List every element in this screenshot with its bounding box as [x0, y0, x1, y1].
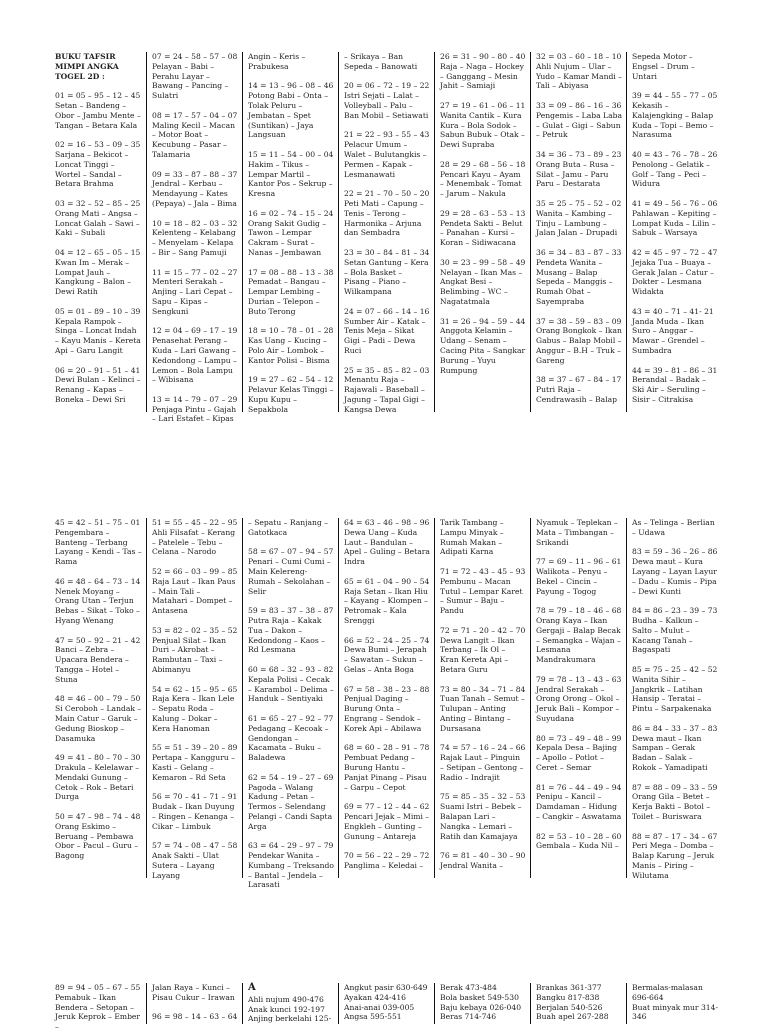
dream-entry: Tarik Tambang – Lampu Minyak – Rumah Makan – Adipati Karna	[440, 518, 504, 557]
dream-entry: 74 = 57 – 16 – 24 – 66 Rajak Laut – Pinguin – Setipan – Gentong – Radio – Indrajit	[440, 743, 526, 782]
dream-entry: 88 = 87 – 17 – 34 – 67 Peri Mega – Domba – Balap Karung – Jeruk Manis – Piring – Wilutama	[632, 831, 718, 880]
dream-entry: 22 = 21 – 70 – 50 – 20 Peti Mati – Capung – Tenis – Terong – Harmonika – Arjuna dan Sembadra	[344, 189, 430, 238]
dream-entry: 72 = 71 – 20 – 42 – 70 Dewa Langit – Ikan Terbang – Ik Ol – Kran Kereta Api – Betara Guru	[440, 625, 526, 674]
dream-entry: 03 = 32 – 52 – 85 – 25 Orang Mati – Angsa – Loncat Galah – Sawi – Kaki – Subali	[55, 198, 141, 238]
dream-entry: 01 = 05 – 95 – 12 – 45 Setan – Bandeng – Obor – Jambu Mente – Tangan – Betara Kala	[55, 91, 141, 130]
dream-entry: 64 = 63 – 46 – 98 – 96 Dewa Uang – Kuda Laut – Bandulan – Apel – Guling – Betara Indra	[344, 518, 430, 567]
dream-entry: 79 = 78 – 13 – 43 – 63 Jendral Serakah – Orong Orong – Okol – Jeruk Bali – Kompor – Suyudana	[536, 674, 622, 723]
dream-entry: 58 = 67 – 07 – 94 – 57 Penari – Cumi Cumi – Main Kelereng- Rumah – Sekolahan – Selir	[248, 547, 334, 596]
dream-entry: 46 = 48 – 64 – 73 – 14 Nenek Moyang – Orang Utan – Terjun Bebas – Sikat – Toko – Hyang Wenang	[55, 576, 141, 625]
dream-entry: 27 = 19 – 61 – 06 – 11 Wanita Cantik – Kura Kura – Bola Sodok – Sabun Bubuk – Otak – Dewi Supraba	[440, 100, 526, 150]
dream-entry: 66 = 52 – 24 – 25 – 74 Dewa Bumi – Jerapah – Sawatan – Sukun – Gelas – Anta Boga	[344, 635, 430, 674]
dream-entry: Jalan Raya – Kunci – Pisau Cukur – Irawan	[152, 983, 235, 1002]
dream-entry: 12 = 04 – 69 – 17 – 19 Penasehat Perang – Kuda – Lari Gawang – Kedondong – Lampu – Lemon – Bola Lampu – Wibisana	[152, 326, 238, 385]
dream-entry: 63 = 64 – 29 – 97 – 79 Pendekar Wanita – Kumbang – Treksando – Bantal – Jendela – Larasati	[248, 841, 334, 890]
dream-entry: 49 = 41 – 80 – 70 – 30 Drakula – Kelelawar – Mendaki Gunung – Cetok – Rok – Betari Durga	[55, 753, 141, 802]
dream-entry: 56 = 70 – 41 – 71 – 91 Budak – Ikan Duyung – Ringen – Kenanga – Cikar – Limbuk	[152, 792, 238, 831]
dream-entry: 77 = 69 – 11 – 96 – 61 Walikota – Penyu – Bekel – Cincin – Payung – Togog	[536, 557, 622, 596]
dream-entry: – Srikaya – Ban Sepeda – Banowati	[344, 52, 418, 71]
dream-entry: 35 = 25 – 75 – 52 – 02 Wanita – Kambing – Tinju – Lambung – Jalan Jalan – Drupadi	[536, 198, 622, 238]
text-column	[242, 983, 338, 1024]
page-row-2	[50, 518, 723, 890]
dream-entry: 50 = 47 – 98 – 74 – 48 Orang Eskimo – Beruang – Pembawa Obor – Pacul – Guru – Bagong	[55, 811, 141, 861]
page-row-1	[50, 52, 723, 424]
dream-entry: 69 = 77 – 12 – 44 – 62 Pencari Jejak – Mimi – Engkleh – Gunting – Gunung – Antareja	[344, 802, 430, 841]
dream-entry: 87 = 88 – 09 – 33 – 59 Orang Gila – Betet – Kerja Bakti – Botol – Toilet – Buriswara	[632, 782, 718, 821]
text-column	[626, 52, 722, 412]
dream-entry: 76 = 81 – 40 – 30 – 90 Jendral Wanita –	[440, 851, 526, 870]
dream-entry: 48 = 46 – 00 – 79 – 50 Si Ceroboh – Landak – Main Catur – Garuk – Gedung Bioskop – Dasamuka	[55, 694, 142, 743]
dream-entry: 10 = 18 – 82 – 03 – 32 Kelenteng – Kelabang – Menyelam – Kelapa – Bir – Sang Pamuji	[152, 218, 238, 257]
dream-entry: 02 = 16 – 53 – 09 – 35 Sarjana – Bekicot – Loncat Tinggi – Wortel – Sandal – Betara Brahma	[55, 140, 141, 189]
dream-entry: 68 = 60 – 28 – 91 – 78 Pembuat Pedang – Burung Hantu – Panjat Pinang – Pisau – Garpu – Cepot	[344, 743, 430, 792]
text-column	[530, 983, 626, 1024]
text-column	[530, 518, 626, 878]
dream-entry: 17 = 08 – 88 – 13 – 38 Pemadat – Bangau – Lempar Lembing – Durian – Telepon – Buto Terong	[248, 267, 334, 316]
dream-entry: 44 = 39 – 81 – 86 – 31 Berandal – Badak – Ski Air – Seruling – Sisir – Citrakisa	[632, 365, 718, 404]
dream-entry: Nyamuk – Teplekan – Mata – Timbangan – Srikandi	[536, 518, 618, 547]
dream-entry: 73 = 80 – 34 – 71 – 84 Tuan Tanah – Semut – Tulupan – Anting Anting – Bintang – Dursasana	[440, 684, 526, 733]
text-column	[50, 518, 146, 878]
dream-entry: 82 = 53 – 10 – 28 – 60 Gembala – Kuda Nil –	[536, 831, 622, 851]
dream-entry: Bermalas-malasan 696-664 Buat minyak mur 314-346	[632, 983, 719, 1022]
dream-entry: 80 = 73 – 49 – 48 – 99 Kepala Desa – Bajing – Apollo – Potlot – Ceret – Semar	[536, 733, 622, 772]
dream-entry: 28 = 29 – 68 – 56 – 18 Pencari Kayu – Ayam – Menembak – Tomat – Jarum – Nakula	[440, 159, 526, 199]
dream-entry: 38 = 37 – 67 – 84 – 17 Putri Raja – Cendrawasih – Balap	[536, 375, 622, 404]
dream-entry: 54 = 62 – 15 – 95 – 65 Raja Kera – Ikan Lele – Sepatu Roda – Kalung – Dokar – Kera Hanoman	[152, 684, 238, 733]
dream-entry: 09 = 33 – 87 – 88 – 37 Jendral – Kerbau – Mendayung – Kates (Pepaya) – Jala – Bima	[152, 169, 238, 208]
dream-entry: 30 = 23 – 99 – 58 – 49 Nelayan – Ikan Mas – Angkat Besi – Belimbing – WC – Nagatatmala	[440, 257, 526, 306]
dream-entry: Berak 473-484 Bola basket 549-530 Baju kebaya 026-040 Beras 714-746	[440, 983, 522, 1022]
dream-entry: 45 = 42 – 51 – 75 – 01 Pengembara – Banteng – Terbang Layang – Kendi – Tas – Rama	[55, 518, 142, 567]
dream-entry: 51 = 55 – 45 – 22 – 95 Ahli Filsafat – Kerang – Patelele – Tebu – Celana – Narodo	[152, 518, 238, 557]
dream-entry: 85 = 75 – 25 – 42 – 52 Wanita Sihir – Jangkrik – Latihan Hansip – Teratai – Pintu – Sarpakenaka	[632, 664, 718, 714]
dream-entry: 06 = 20 – 91 – 51 – 41 Dewi Bulan – Kelinci – Renang – Kapas – Boneka – Dewi Sri	[55, 365, 141, 404]
dream-entry: 59 = 83 – 37 – 38 – 87 Putra Raja – Kakak Tua – Dakon – Kedondong – Kaos – Rd Lesmana	[248, 606, 334, 655]
dream-entry: 67 = 58 – 38 – 23 – 88 Penjual Daging – Burung Onta – Engrang – Sendok – Korek Api – Abilawa	[344, 684, 430, 733]
dream-entry: As – Telinga – Berlian – Udawa	[632, 518, 715, 537]
dream-entry: – Sepatu – Ranjang – Gatotkaca	[248, 518, 329, 537]
dream-entry: 25 = 35 – 85 – 82 – 03 Menantu Raja – Rajawali – Baseball – Jagung – Tapal Gigi – Kangsa Dewa	[344, 365, 430, 414]
text-column	[146, 983, 242, 1024]
dream-entry: 04 = 12 – 65 – 05 – 15 Kwan Im – Merak – Lompat Jauh – Kangkung – Balon – Dewi Ratih	[55, 247, 141, 297]
text-column	[626, 983, 722, 1024]
dream-entry: 55 = 51 – 39 – 20 – 89 Pertapa – Kangguru – Kasti – Gelang – Kemaron – Rd Seta	[152, 743, 238, 782]
dream-entry: 15 = 11 – 54 – 00 – 04 Hakim – Tikus – Lempar Martil – Kantor Pos – Sekrup – Kresna	[248, 149, 334, 199]
text-column	[242, 52, 338, 412]
dream-entry: 24 = 07 – 66 – 14 – 16 Sumber Air – Katak – Tenis Meja – Sikat Gigi – Padi – Dewa Ruci	[344, 306, 430, 355]
dream-entry: 86 = 84 – 33 – 37 – 83 Dewa maut – Ikan Sampan – Gerak Badan – Salak – Rokok – Yamadipati	[632, 723, 718, 772]
dream-entry: 31 = 26 – 94 – 59 – 44 Anggota Kelamin – Udang – Senam – Cacing Pita – Sangkar Burung – Yuyu Rumpung	[440, 316, 526, 375]
dream-entry: 81 = 76 – 44 – 49 – 94 Penipu – Kancil – Damdaman – Hidung – Cangkir – Aswatama	[536, 782, 622, 821]
page-row-3	[50, 982, 723, 1032]
dream-entry: 47 = 50 – 92 – 21 – 42 Banci – Zebra – Upacara Bendera – Tangga – Hotel – Stuna	[55, 635, 141, 684]
dream-entry: Angkut pasir 630-649 Ayakan 424-416 Anai-anai 039-005 Angsa 595-551	[344, 983, 428, 1022]
text-column	[338, 983, 434, 1024]
dream-entry: 13 = 14 – 79 – 07 – 29 Penjaga Pintu – Gajah – Lari Estafet – Kipas	[152, 394, 238, 424]
dream-entry: 62 = 54 – 19 – 27 – 69 Pagoda – Walang Kadung – Petan – Termos – Selendang Pelangi – Candi Sapta Arga	[248, 772, 334, 831]
dream-entry: 11 = 15 – 77 – 02 – 27 Menteri Serakah – Anjing – Lari Cepat – Sapu – Kipas – Sengkuni	[152, 267, 238, 316]
dream-entry: 29 = 28 – 63 – 53 – 13 Pendeta Sakti – Belut – Panahan – Kursi – Koran – Sidiwacana	[440, 208, 526, 248]
dream-entry: 52 = 66 – 03 – 99 – 85 Raja Laut – Ikan Paus – Main Tali – Matahari – Dompet – Antasena	[152, 566, 238, 616]
dream-entry: 23 = 30 – 84 – 81 – 34 Setan Gantung – Kera – Bola Basket – Pisang – Piano – Wilkampana	[344, 247, 430, 297]
text-column	[434, 518, 530, 878]
dream-entry: 34 = 36 – 73 – 89 – 23 Orang Buta – Rusa – Silat – Jamu – Paru Paru – Destarata	[536, 149, 622, 189]
dream-entry: Brankas 361-377 Bangku 817-838 Berjalan 540-526 Buah apel 267-288	[536, 983, 609, 1022]
dream-entry: 53 = 82 – 02 – 35 – 52 Penjual Silat – Ikan Duri – Akrobat – Rambutan – Taxi – Abimanyu	[152, 625, 238, 674]
dream-entry: 37 = 38 – 59 – 83 – 09 Orang Bongkok – Ikan Gabus – Balap Mobil – Anggur – B.H – Truk – Gareng	[536, 316, 622, 365]
dream-entry: 39 = 44 – 55 – 77 – 05 Kekasih – Kalajengking – Balap Kuda – Topi – Bemo – Narasuma	[632, 91, 718, 140]
text-column	[626, 518, 722, 878]
dream-entry: 84 = 86 – 23 – 39 – 73 Budha – Kalkun – Salto – Mulut – Kacang Tanah – Bagaspati	[632, 606, 718, 655]
text-column	[242, 518, 338, 890]
dream-entry: 20 = 06 – 72 – 19 – 22 Istri Sejati – Lalat – Volleyball – Palu – Ban Mobil – Setiawati	[344, 81, 430, 120]
text-column	[338, 52, 434, 412]
dream-entry: 71 = 72 – 43 – 45 – 93 Pembunu – Macan Tutul – Lempar Karet – Sumur – Baju – Pandu	[440, 566, 526, 616]
dream-entry: 96 = 98 – 14 – 63 – 64	[152, 1012, 238, 1022]
text-column	[434, 983, 530, 1024]
dream-entry: 33 = 09 – 86 – 16 – 36 Pengemis – Laba Laba – Gulat – Gigi – Sabun – Petruk	[536, 100, 622, 140]
dream-entry: 32 = 03 – 60 – 18 – 10 Ahli Nujum – Ular – Yudo – Kamar Mandi – Tali – Abiyasa	[536, 52, 622, 91]
dream-entry: 21 = 22 – 93 – 55 – 43 Pelacur Umum – Walet – Bulutangkis – Permen – Kapak – Lesmanawati	[344, 130, 430, 179]
dream-entry: 57 = 74 – 08 – 47 – 58 Anak Sakti – Ulat Sutera – Layang Layang	[152, 841, 238, 880]
dream-entry: 26 = 31 – 90 – 80 – 40 Raja – Naga – Hockey – Ganggang – Mesin Jahit – Samiaji	[440, 52, 526, 91]
section-letter: A	[248, 982, 256, 993]
dream-entry: 75 = 85 – 35 – 32 – 53 Suami Istri – Bebek – Balapan Lari – Nangka – Lemari – Ratih dan Kamajaya	[440, 792, 526, 841]
dream-entry: 70 = 56 – 22 – 29 – 72 Panglima – Keledai –	[344, 851, 430, 870]
document-title: BUKU TAFSIR MIMPI ANGKA TOGEL 2D :	[55, 52, 119, 81]
text-column	[434, 52, 530, 412]
dream-entry: 65 = 61 – 04 – 90 – 54 Raja Setan – Ikan Hiu – Kayang – Klompen – Petromak – Kala Srenggi	[344, 576, 430, 625]
dream-entry: 08 = 17 – 57 – 04 – 07 Maling Kecil – Macan – Motor Boat – Kecubung – Pasar – Talamaria	[152, 110, 238, 159]
text-column	[530, 52, 626, 412]
dream-entry: 61 = 65 – 27 – 92 – 77 Pedagang – Kecoak – Gendongan – Kacamata – Buku – Baladewa	[248, 713, 334, 763]
dream-entry: 40 = 43 – 76 – 78 – 26 Penolong – Gelatik – Golf – Tang – Peci – Widura	[632, 149, 718, 189]
dream-entry: 42 = 45 – 97 – 72 – 47 Jejaka Tua – Buaya – Gerak Jalan – Catur – Dokter – Lesmana Widakta	[632, 247, 718, 297]
dream-entry: 18 = 10 – 78 – 01 – 28 Kas Uang – Kucing – Polo Air – Lombok – Kantor Polisi – Bisma	[248, 326, 334, 365]
dream-entry: 78 = 79 – 18 – 46 – 68 Orang Kaya – Ikan Gergaji – Balap Becak – Semangka – Wajan – Lesmana Mandrakumara	[536, 606, 622, 665]
dream-entry: Angin – Keris – Prabukesa	[248, 52, 306, 71]
dream-entry: 05 = 01 – 89 – 10 – 39 Kepala Rampok – Singa – Loncat Indah – Kayu Manis – Kereta Api – Garu Langit	[55, 306, 141, 355]
dream-entry: 89 = 94 – 05 – 67 – 55 Pemabuk – Ikan Bendera – Setopan – Jeruk Keprok – Ember –	[55, 983, 141, 1032]
text-column	[50, 52, 146, 412]
dream-entry: 16 = 02 – 74 – 15 – 24 Orang Sakit Gudig – Tawon – Lempar Cakram – Surat – Nanas – Jembawan	[248, 208, 334, 257]
dream-entry: 14 = 13 – 96 – 08 – 46 Potong Babi – Onta – Tolak Peluru – Jembatan – Spet (Suntikan) – Jaya Langsuan	[248, 81, 334, 140]
dream-entry: 60 = 68 – 32 – 93 – 82 Kepala Polisi – Cecak – Karambol – Delima – Handuk – Sentiyaki	[248, 664, 334, 704]
text-column	[338, 518, 434, 878]
dream-entry: 41 = 49 – 56 – 76 – 06 Pahlawan – Kepiting – Lompat Kuda – Lilin – Sabuk – Warsaya	[632, 198, 718, 238]
dream-entry: Ahli nujum 490-476 Anak kunci 192-197 Anjing berkelahi 125-	[248, 994, 332, 1024]
dream-entry: 07 = 24 – 58 – 57 – 08 Pelayan – Babi – Perahu Layar – Bawang – Pancing – Sulatri	[152, 52, 238, 101]
dream-entry: Sepeda Motor – Engsel – Drum – Untari	[632, 52, 695, 81]
dream-entry: 36 = 34 – 83 – 87 – 33 Pendeta Wanita – Musang – Balap Sepeda – Manggis – Rumah Obat – Sayempraba	[536, 247, 622, 306]
dream-entry: 43 = 40 – 71 – 41- 21 Janda Muda – Ikan Suro – Anggar – Mawar – Grendel – Sumbadra	[632, 306, 714, 355]
text-column	[146, 52, 242, 424]
dream-entry: 19 = 27 – 62 – 54 – 12 Pelavur Kelas Tinggi – Kupu Kupu – Sepakbola	[248, 375, 334, 414]
dream-entry: 83 = 59 – 36 – 26 – 86 Dewa maut – Kura Layang – Layan Layur – Dadu – Kumis – Pipa – Dewi Kunti	[632, 547, 718, 596]
text-column	[50, 983, 146, 1032]
text-column	[146, 518, 242, 878]
